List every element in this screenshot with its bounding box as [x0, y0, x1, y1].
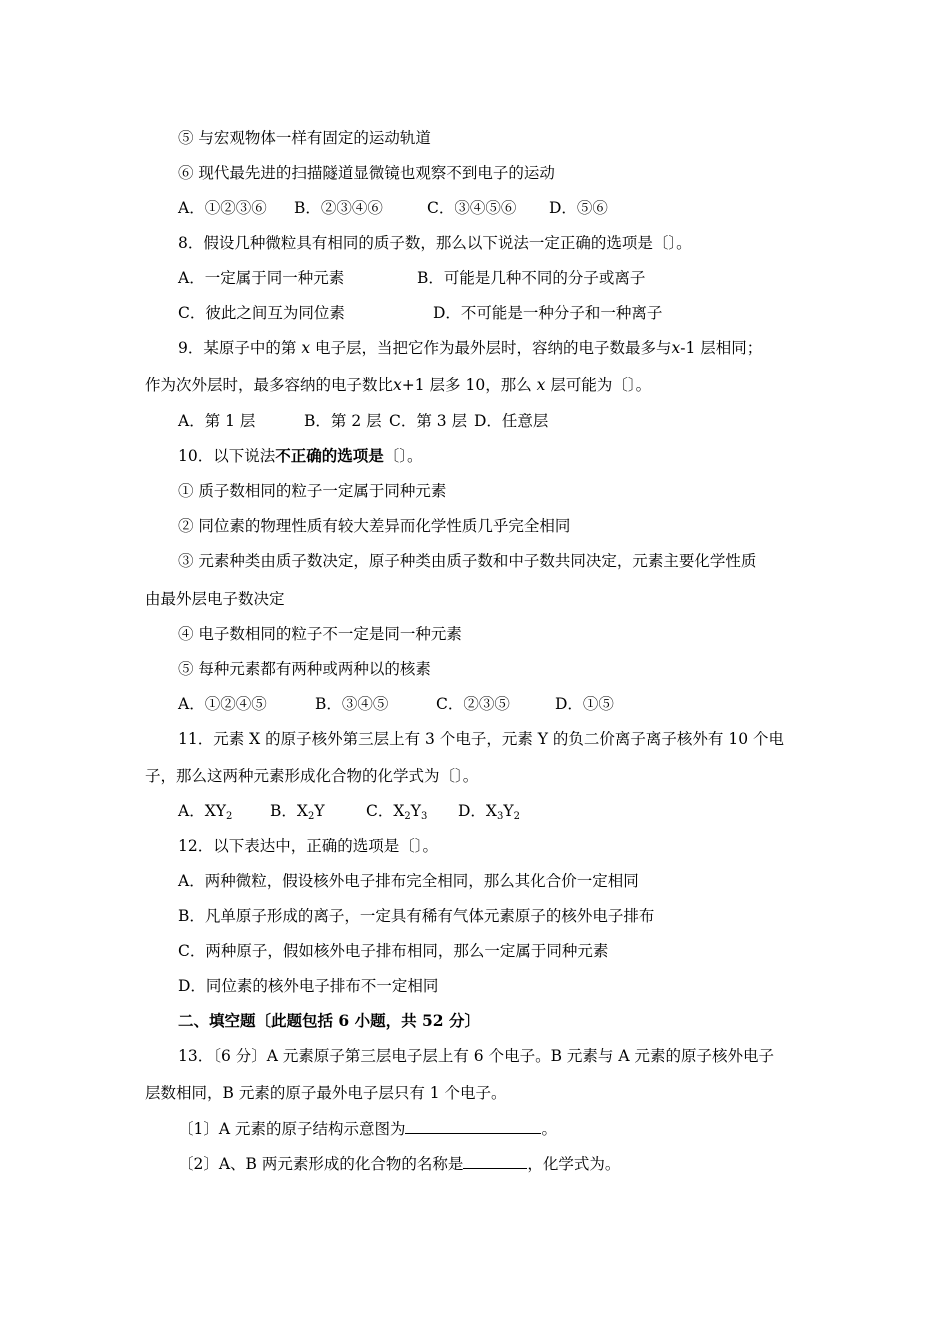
question-13-line1: 13．〔6 分〕A 元素原子第三层电子层上有 6 个电子。B 元素与 A 元素的原子核外电子 — [178, 1047, 774, 1065]
q13-blank-1[interactable] — [405, 1118, 541, 1134]
q11-a-text: A．XY — [178, 802, 226, 820]
q13-part-2-end: ，化学式为。 — [527, 1155, 621, 1173]
q9-option-c: C．第 3 层 — [389, 412, 468, 430]
q13-part-2 — [178, 1153, 620, 1175]
question-13-line2: 层数相同，B 元素的原子最外电子层只有 1 个电子。 — [145, 1084, 507, 1102]
q10-statement-3a: ③ 元素种类由质子数决定，原子种类由质子数和中子数共同决定，元素主要化学性质 — [178, 552, 757, 570]
q11-option-b — [270, 800, 325, 822]
q11-c-text: C．X — [366, 802, 405, 820]
q10-option-b: B．③④⑤ — [315, 695, 389, 713]
q7-option-a: A．①②③⑥ — [178, 199, 267, 217]
q12-option-a: A．两种微粒，假设核外电子排布完全相同，那么其化合价一定相同 — [178, 872, 639, 890]
q11-c-mid: Y — [410, 802, 422, 820]
q9-text-3: -1 层相同； — [680, 339, 763, 357]
q9-var-x2: x — [671, 339, 681, 357]
question-11-line2: 子，那么这两种元素形成化合物的化学式为〔〕。 — [145, 767, 479, 785]
q11-d-mid: Y — [503, 802, 514, 820]
q9-option-d: D．任意层 — [474, 412, 549, 430]
q9-var-x3: x — [393, 376, 402, 394]
q7-option-c: C．③④⑤⑥ — [427, 199, 517, 217]
q10-option-c: C．②③⑤ — [436, 695, 510, 713]
question-9-line1 — [178, 337, 762, 359]
q10-statement-4: ④ 电子数相同的粒子不一定是同一种元素 — [178, 625, 462, 643]
q13-part-2-text: 〔2〕A、B 两元素形成的化合物的名称是 — [178, 1155, 464, 1173]
q13-part-1 — [178, 1118, 557, 1140]
q11-c-sub2: 3 — [421, 811, 428, 822]
q11-d-text: D．X — [458, 802, 497, 820]
q8-option-b: B．可能是几种不同的分子或离子 — [417, 269, 646, 287]
q11-option-a — [178, 800, 232, 822]
question-11-line1: 11．元素 X 的原子核外第三层上有 3 个电子，元素 Y 的负二价离子离子核外有 10 个电 — [178, 730, 784, 748]
q9-text-6: 层可能为〔〕。 — [550, 376, 652, 394]
q8-option-d: D．不可能是一种分子和一种离子 — [433, 304, 663, 322]
q10-text-2: 〔〕。 — [383, 447, 423, 465]
q7-option-d: D．⑤⑥ — [549, 199, 608, 217]
q8-option-a: A．一定属于同一种元素 — [178, 269, 345, 287]
q8-option-c: C．彼此之间互为同位素 — [178, 304, 345, 322]
q11-option-c — [366, 800, 427, 822]
question-10 — [178, 445, 423, 467]
question-12: 12．以下表达中，正确的选项是〔〕。 — [178, 837, 438, 855]
q10-option-d: D．①⑤ — [555, 695, 614, 713]
q9-var-x4: x — [536, 376, 546, 394]
q11-option-d — [458, 800, 520, 822]
q13-part-1-text: 〔1〕A 元素的原子结构示意图为 — [178, 1120, 406, 1138]
q11-b-tail: Y — [314, 802, 325, 820]
q10-statement-2: ② 同位素的物理性质有较大差异而化学性质几乎完全相同 — [178, 517, 571, 535]
q11-b-sub: 2 — [307, 811, 315, 822]
q10-text-1: 10．以下说法 — [178, 447, 276, 465]
q11-d-sub2: 2 — [513, 811, 520, 822]
q11-c-sub1: 2 — [404, 811, 411, 822]
q9-text-2: 电子层，当把它作为最外层时，容纳的电子数最多与 — [315, 339, 672, 357]
section-2-heading: 二、填空题〔此题包括 6 小题，共 52 分〕 — [178, 1011, 480, 1030]
question-8: 8．假设几种微粒具有相同的质子数，那么以下说法一定正确的选项是〔〕。 — [178, 234, 692, 252]
q7-option-b: B．②③④⑥ — [294, 199, 383, 217]
q10-statement-1: ① 质子数相同的粒子一定属于同种元素 — [178, 482, 447, 500]
question-9-line2 — [145, 374, 651, 396]
q11-d-sub1: 3 — [496, 811, 504, 822]
q13-part-1-end: 。 — [541, 1120, 557, 1138]
q12-option-c: C．两种原子，假如核外电子排布相同，那么一定属于同种元素 — [178, 942, 609, 960]
q10-option-a: A．①②④⑤ — [178, 695, 267, 713]
q11-b-text: B．X — [270, 802, 308, 820]
q9-option-a: A．第 1 层 — [178, 412, 256, 430]
option-line-6: ⑥ 现代最先进的扫描隧道显微镜也观察不到电子的运动 — [178, 164, 555, 182]
q9-text-1: 9．某原子中的第 — [178, 339, 297, 357]
q10-statement-3b: 由最外层电子数决定 — [145, 590, 285, 608]
q9-option-b: B．第 2 层 — [304, 412, 382, 430]
q10-bold-text: 不正确的选项是 — [275, 446, 384, 465]
q13-blank-2[interactable] — [463, 1153, 527, 1169]
option-line-5: ⑤ 与宏观物体一样有固定的运动轨道 — [178, 129, 431, 147]
q12-option-d: D．同位素的核外电子排布不一定相同 — [178, 977, 439, 995]
q9-var-x: x — [301, 339, 311, 357]
q9-text-4: 作为次外层时，最多容纳的电子数比 — [145, 376, 394, 394]
q9-text-5: +1 层多 10，那么 — [401, 376, 532, 394]
q10-statement-5: ⑤ 每种元素都有两种或两种以的核素 — [178, 660, 431, 678]
q12-option-b: B．凡单原子形成的离子，一定具有稀有气体元素原子的核外电子排布 — [178, 907, 655, 925]
q11-a-sub: 2 — [225, 811, 233, 822]
